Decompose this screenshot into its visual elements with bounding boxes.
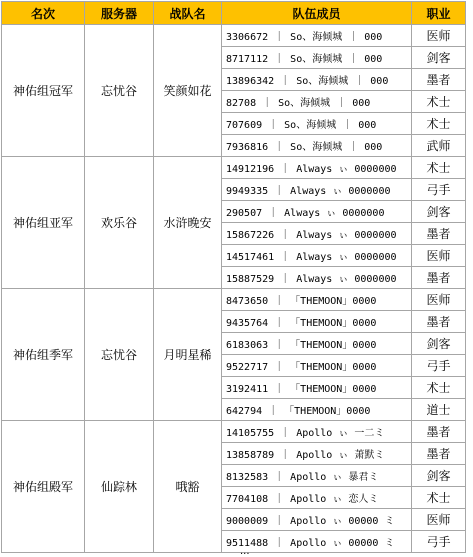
- job-cell: 医师: [412, 25, 466, 47]
- header-job: 职业: [412, 2, 466, 25]
- results-table-wrapper: [1, 1, 466, 553]
- member-cell: 8132583 ｜ Apollo ぃ 暴君ミ: [222, 465, 412, 487]
- team-cell: 哦豁: [154, 421, 222, 553]
- job-cell: 墨者: [412, 267, 466, 289]
- job-cell: 术士: [412, 487, 466, 509]
- member-cell: 13858789 ｜ Apollo ぃ 萧默ミ: [222, 443, 412, 465]
- job-cell: 术士: [412, 91, 466, 113]
- job-cell: 墨者: [412, 311, 466, 333]
- table-row: [2, 157, 466, 179]
- member-cell: 8473650 ｜ 「THEMOON」0000: [222, 289, 412, 311]
- member-cell: 8717112 ｜ So、海倾城 ｜ 000: [222, 47, 412, 69]
- team-cell: 水浒晚安: [154, 157, 222, 289]
- job-cell: 弓手: [412, 179, 466, 201]
- header-members: 队伍成员: [222, 2, 412, 25]
- job-cell: 弓手: [412, 531, 466, 553]
- rank-cell: 神佑组殿军: [2, 421, 85, 553]
- job-cell: 墨者: [412, 69, 466, 91]
- server-cell: 仙踪林: [85, 421, 154, 553]
- server-cell: 忘忧谷: [85, 25, 154, 157]
- rank-cell: 神佑组冠军: [2, 25, 85, 157]
- job-cell: 医师: [412, 245, 466, 267]
- header-team: 战队名: [154, 2, 222, 25]
- table-row: [2, 289, 466, 311]
- member-cell: 7704108 ｜ Apollo ぃ 恋人ミ: [222, 487, 412, 509]
- job-cell: 墨者: [412, 223, 466, 245]
- member-cell: 642794 ｜ 「THEMOON」0000: [222, 399, 412, 421]
- footer-text: ...: [240, 546, 250, 557]
- member-cell: 290507 ｜ Always ぃ 0000000: [222, 201, 412, 223]
- job-cell: 剑客: [412, 201, 466, 223]
- job-cell: 医师: [412, 289, 466, 311]
- job-cell: 医师: [412, 509, 466, 531]
- job-cell: 术士: [412, 377, 466, 399]
- member-cell: 14912196 ｜ Always ぃ 0000000: [222, 157, 412, 179]
- table-row: [2, 25, 466, 47]
- member-cell: 9000009 ｜ Apollo ぃ 00000 ミ: [222, 509, 412, 531]
- member-cell: 82708 ｜ So、海倾城 ｜ 000: [222, 91, 412, 113]
- member-cell: 707609 ｜ So、海倾城 ｜ 000: [222, 113, 412, 135]
- member-cell: 15867226 ｜ Always ぃ 0000000: [222, 223, 412, 245]
- member-cell: 9435764 ｜ 「THEMOON」0000: [222, 311, 412, 333]
- server-cell: 欢乐谷: [85, 157, 154, 289]
- job-cell: 剑客: [412, 465, 466, 487]
- member-cell: 9522717 ｜ 「THEMOON」0000: [222, 355, 412, 377]
- member-cell: 15887529 ｜ Always ぃ 0000000: [222, 267, 412, 289]
- job-cell: 墨者: [412, 421, 466, 443]
- rank-cell: 神佑组季军: [2, 289, 85, 421]
- member-cell: 14517461 ｜ Always ぃ 0000000: [222, 245, 412, 267]
- member-cell: 7936816 ｜ So、海倾城 ｜ 000: [222, 135, 412, 157]
- member-cell: 3192411 ｜ 「THEMOON」0000: [222, 377, 412, 399]
- header-server: 服务器: [85, 2, 154, 25]
- job-cell: 道士: [412, 399, 466, 421]
- server-cell: 忘忧谷: [85, 289, 154, 421]
- results-body: [2, 25, 466, 553]
- job-cell: 武师: [412, 135, 466, 157]
- results-table: [1, 1, 466, 553]
- member-cell: 9511488 ｜ Apollo ぃ 00000 ミ: [222, 531, 412, 553]
- member-cell: 3306672 ｜ So、海倾城 ｜ 000: [222, 25, 412, 47]
- header-rank: 名次: [2, 2, 85, 25]
- team-cell: 月明星稀: [154, 289, 222, 421]
- job-cell: 剑客: [412, 333, 466, 355]
- member-cell: 14105755 ｜ Apollo ぃ 一二ミ: [222, 421, 412, 443]
- member-cell: 13896342 ｜ So、海倾城 ｜ 000: [222, 69, 412, 91]
- table-row: [2, 421, 466, 443]
- member-cell: 6183063 ｜ 「THEMOON」0000: [222, 333, 412, 355]
- header-row: [2, 2, 466, 25]
- rank-cell: 神佑组亚军: [2, 157, 85, 289]
- job-cell: 墨者: [412, 443, 466, 465]
- team-cell: 笑颜如花: [154, 25, 222, 157]
- job-cell: 弓手: [412, 355, 466, 377]
- job-cell: 术士: [412, 113, 466, 135]
- job-cell: 术士: [412, 157, 466, 179]
- job-cell: 剑客: [412, 47, 466, 69]
- member-cell: 9949335 ｜ Always ぃ 0000000: [222, 179, 412, 201]
